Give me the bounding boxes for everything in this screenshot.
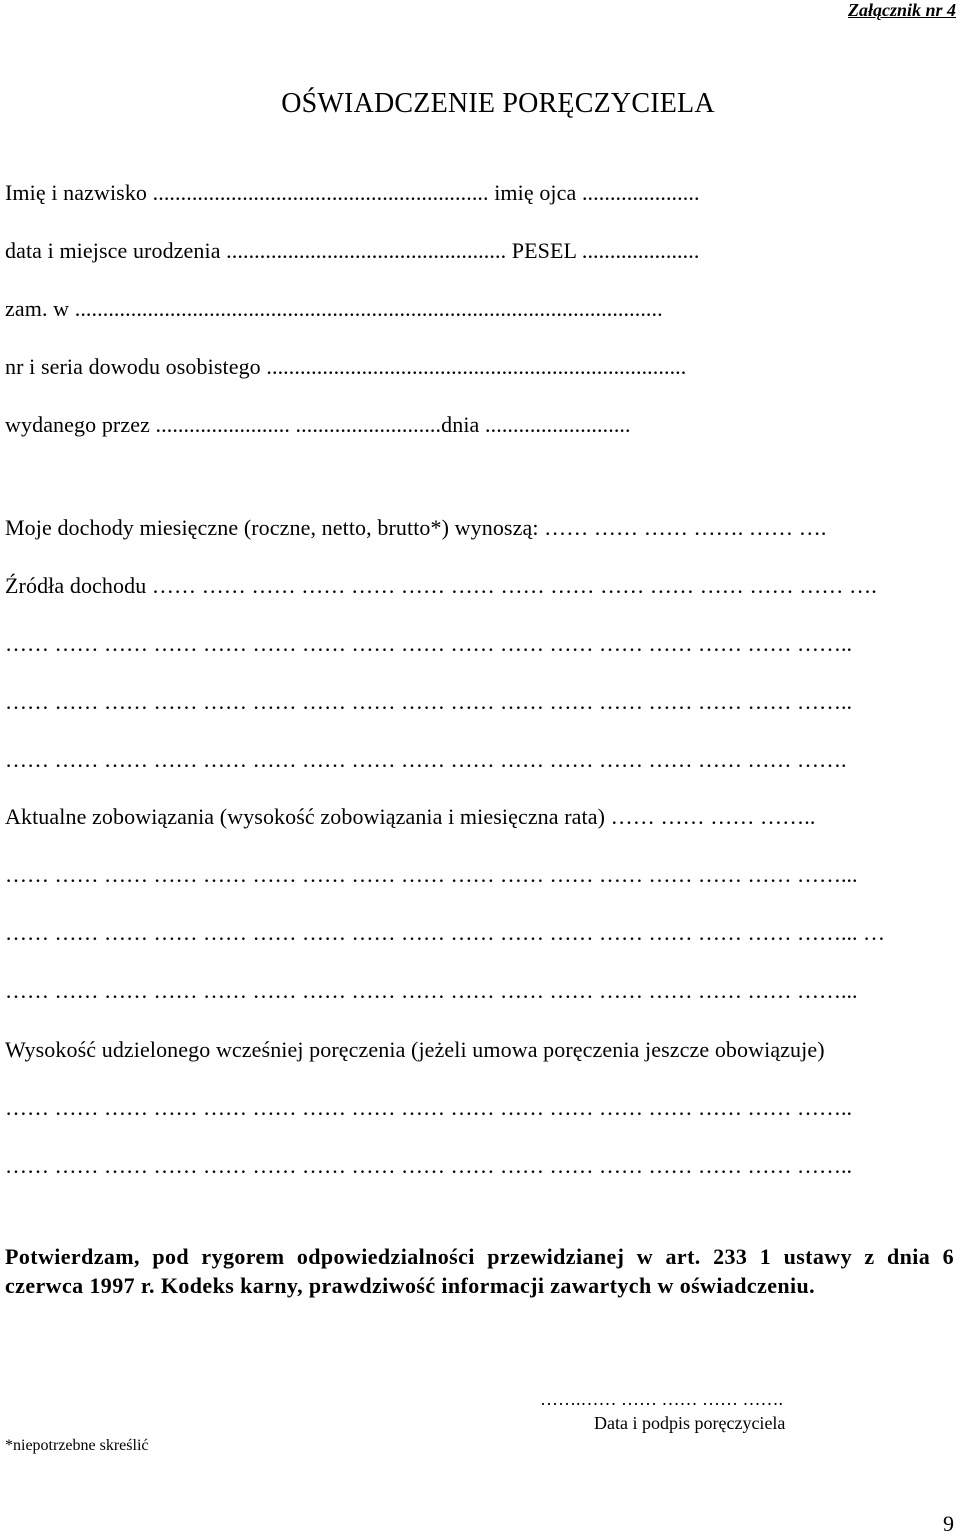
liabilities-dotted-line: …… …… …… …… …… …… …… …… …… …… …… …… …… …… …… …… ……...	[5, 862, 858, 887]
liabilities-dotted-line: …… …… …… …… …… …… …… …… …… …… …… …… …… …… …… …… ……...	[5, 978, 858, 1003]
page-number: 9	[943, 1511, 954, 1536]
income-dotted-line: …… …… …… …… …… …… …… …… …… …… …… …… …… …… …… …… ……..	[5, 689, 852, 714]
liabilities-field: Aktualne zobowiązania (wysokość zobowiązania i miesięczna rata) …… …… …… ……..	[5, 804, 816, 829]
guarantee-dotted-line: …… …… …… …… …… …… …… …… …… …… …… …… …… …… …… …… ……..	[5, 1153, 852, 1178]
annex-label: Załącznik nr 4	[847, 0, 956, 20]
signature-label: Data i podpis poręczyciela	[594, 1413, 786, 1433]
address-field: zam. w .........................................................................................................	[5, 296, 663, 321]
income-dotted-line: …… …… …… …… …… …… …… …… …… …… …… …… …… …… …… …… ……..	[5, 631, 852, 656]
income-field: Moje dochody miesięczne (roczne, netto, brutto*) wynoszą: …… …… …… ……. …… ….	[5, 515, 827, 540]
id-document-field: nr i seria dowodu osobistego ...........................................................................	[5, 354, 687, 379]
signature-line: …….…… …… …… …… …….	[540, 1389, 783, 1409]
birth-field: data i miejsce urodzenia .................................................. PESEL .....................	[5, 238, 700, 263]
income-source-field: Źródła dochodu …… …… …… …… …… …… …… …… …… …… …… …… …… …… ….	[5, 573, 877, 598]
issued-by-field: wydanego przez ........................ ..........................dnia ..........................	[5, 412, 631, 437]
income-dotted-line: …… …… …… …… …… …… …… …… …… …… …… …… …… …… …… …… …….	[5, 747, 847, 772]
guarantee-dotted-line: …… …… …… …… …… …… …… …… …… …… …… …… …… …… …… …… ……..	[5, 1095, 852, 1120]
footnote: *niepotrzebne skreślić	[5, 1437, 149, 1454]
name-field: Imię i nazwisko ............................................................ imię ojca .....................	[5, 180, 700, 205]
liabilities-dotted-line: …… …… …… …… …… …… …… …… …… …… …… …… …… …… …… …… ……... …	[5, 920, 885, 945]
declaration-statement: Potwierdzam, pod rygorem odpowiedzialności przewidzianej w art. 233 1 ustawy z dnia 6 czerwca 1997 r. Kodeks karny, prawdziwość informacji zawartych w oświadczeniu.	[5, 1244, 954, 1298]
prior-guarantee-field: Wysokość udzielonego wcześniej poręczenia (jeżeli umowa poręczenia jeszcze obowiązuje)	[5, 1037, 825, 1062]
document-title: OŚWIADCZENIE PORĘCZYCIELA	[281, 88, 715, 119]
